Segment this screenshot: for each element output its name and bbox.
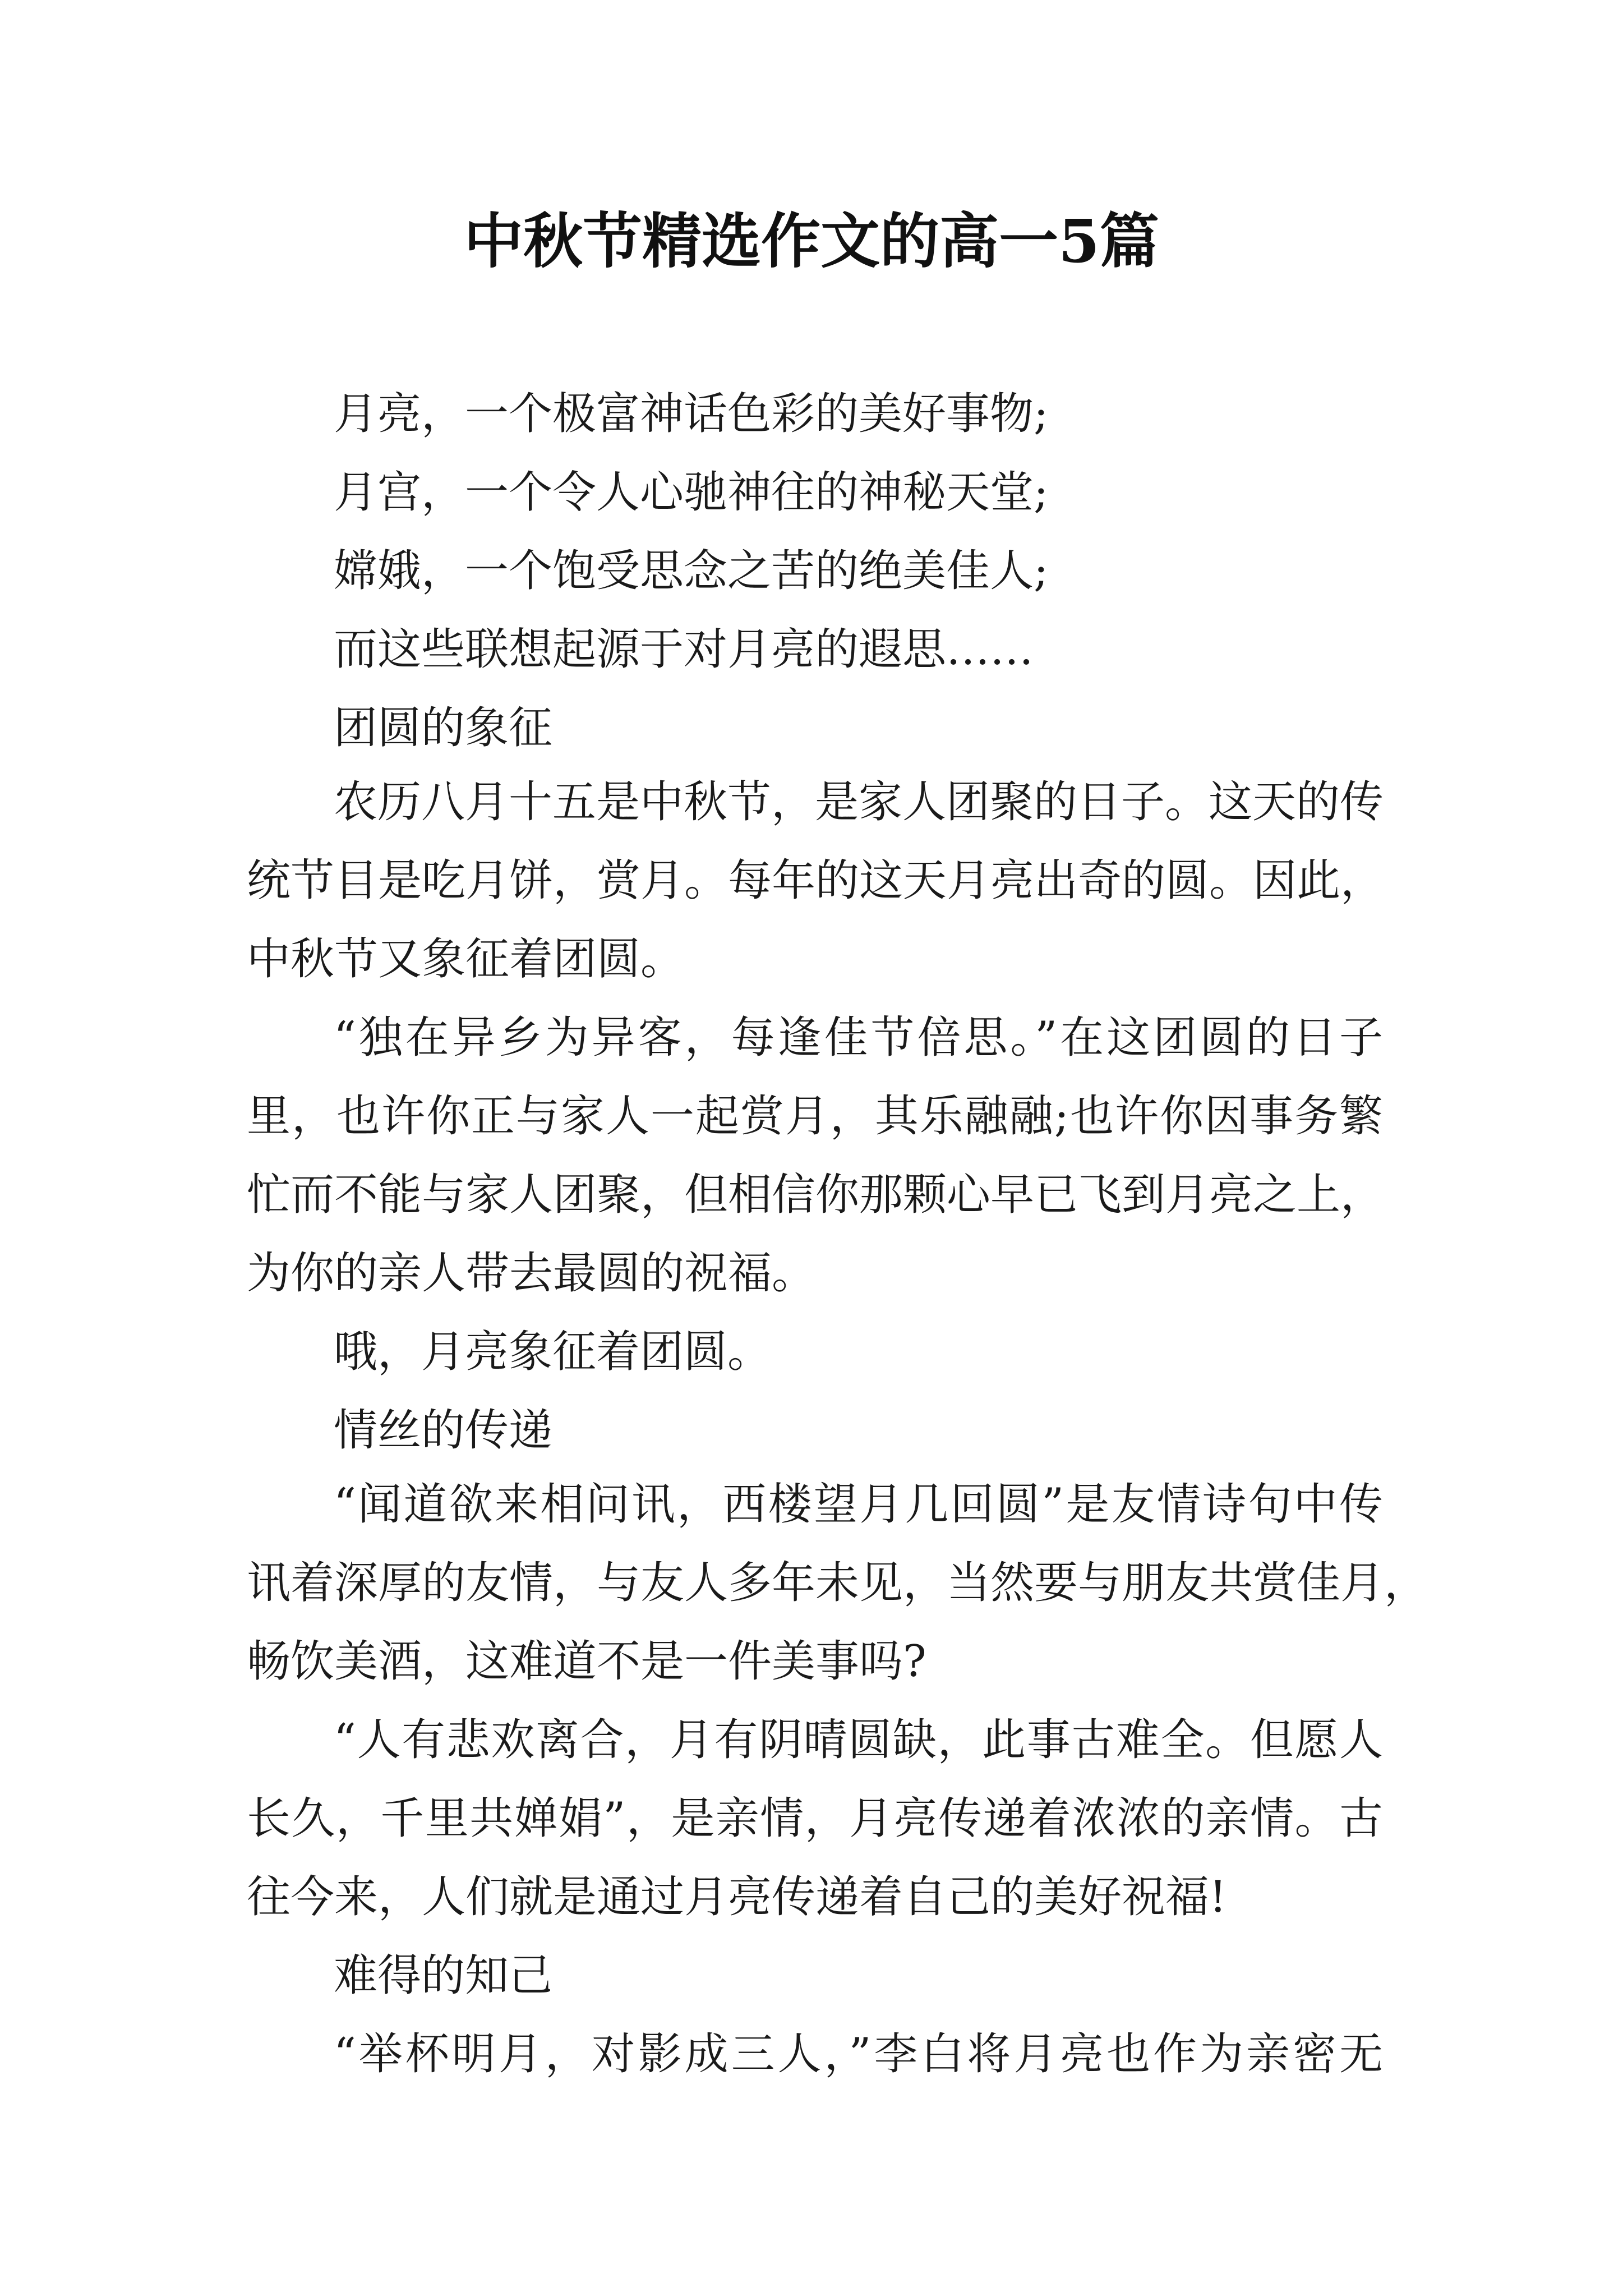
text-line: 里，也许你正与家人一起赏月，其乐融融;也许你因事务繁 [247,1091,1383,1142]
text-line: 哦，月亮象征着团圆。 [334,1327,772,1377]
text-line: 讯着深厚的友情，与友人多年未见，当然要与朋友共赏佳月， [247,1558,1428,1608]
document-title: 中秋节精选作文的高一5篇 [464,206,1159,276]
section-heading: 难得的知己 [334,1950,553,2001]
text-line: 嫦娥，一个饱受思念之苦的绝美佳人; [334,546,1049,596]
text-line: 畅饮美酒，这难道不是一件美事吗? [247,1636,926,1687]
text-line: 农历八月十五是中秋节，是家人团聚的日子。这天的传 [334,777,1384,827]
text-line: “闻道欲来相问讯，西楼望月几回圆”是友情诗句中传 [334,1479,1383,1530]
section-heading: 团圆的象征 [334,703,553,753]
text-line: “人有悲欢离合，月有阴晴圆缺，此事古难全。但愿人 [334,1715,1383,1765]
text-line: 往今来，人们就是通过月亮传递着自己的美好祝福! [247,1872,1227,1922]
text-line: 长久，千里共婵娟”，是亲情，月亮传递着浓浓的亲情。古 [247,1793,1383,1844]
text-line: “独在异乡为异客，每逢佳节倍思。”在这团圆的日子 [334,1013,1383,1063]
text-line: 月亮，一个极富神话色彩的美好事物; [334,389,1049,439]
section-heading: 情丝的传递 [334,1405,553,1456]
text-line: 中秋节又象征着团圆。 [247,934,685,984]
text-line: 为你的亲人带去最圆的祝福。 [247,1248,816,1299]
text-line: 月宫，一个令人心驰神往的神秘天堂; [334,467,1049,518]
text-line: 忙而不能与家人团聚，但相信你那颗心早已飞到月亮之上， [247,1170,1385,1220]
text-line: 统节目是吃月饼，赏月。每年的这天月亮出奇的圆。因此， [247,855,1385,906]
text-line: “举杯明月，对影成三人，”李白将月亮也作为亲密无 [334,2029,1383,2079]
text-line: 而这些联想起源于对月亮的遐思…… [334,624,1034,675]
